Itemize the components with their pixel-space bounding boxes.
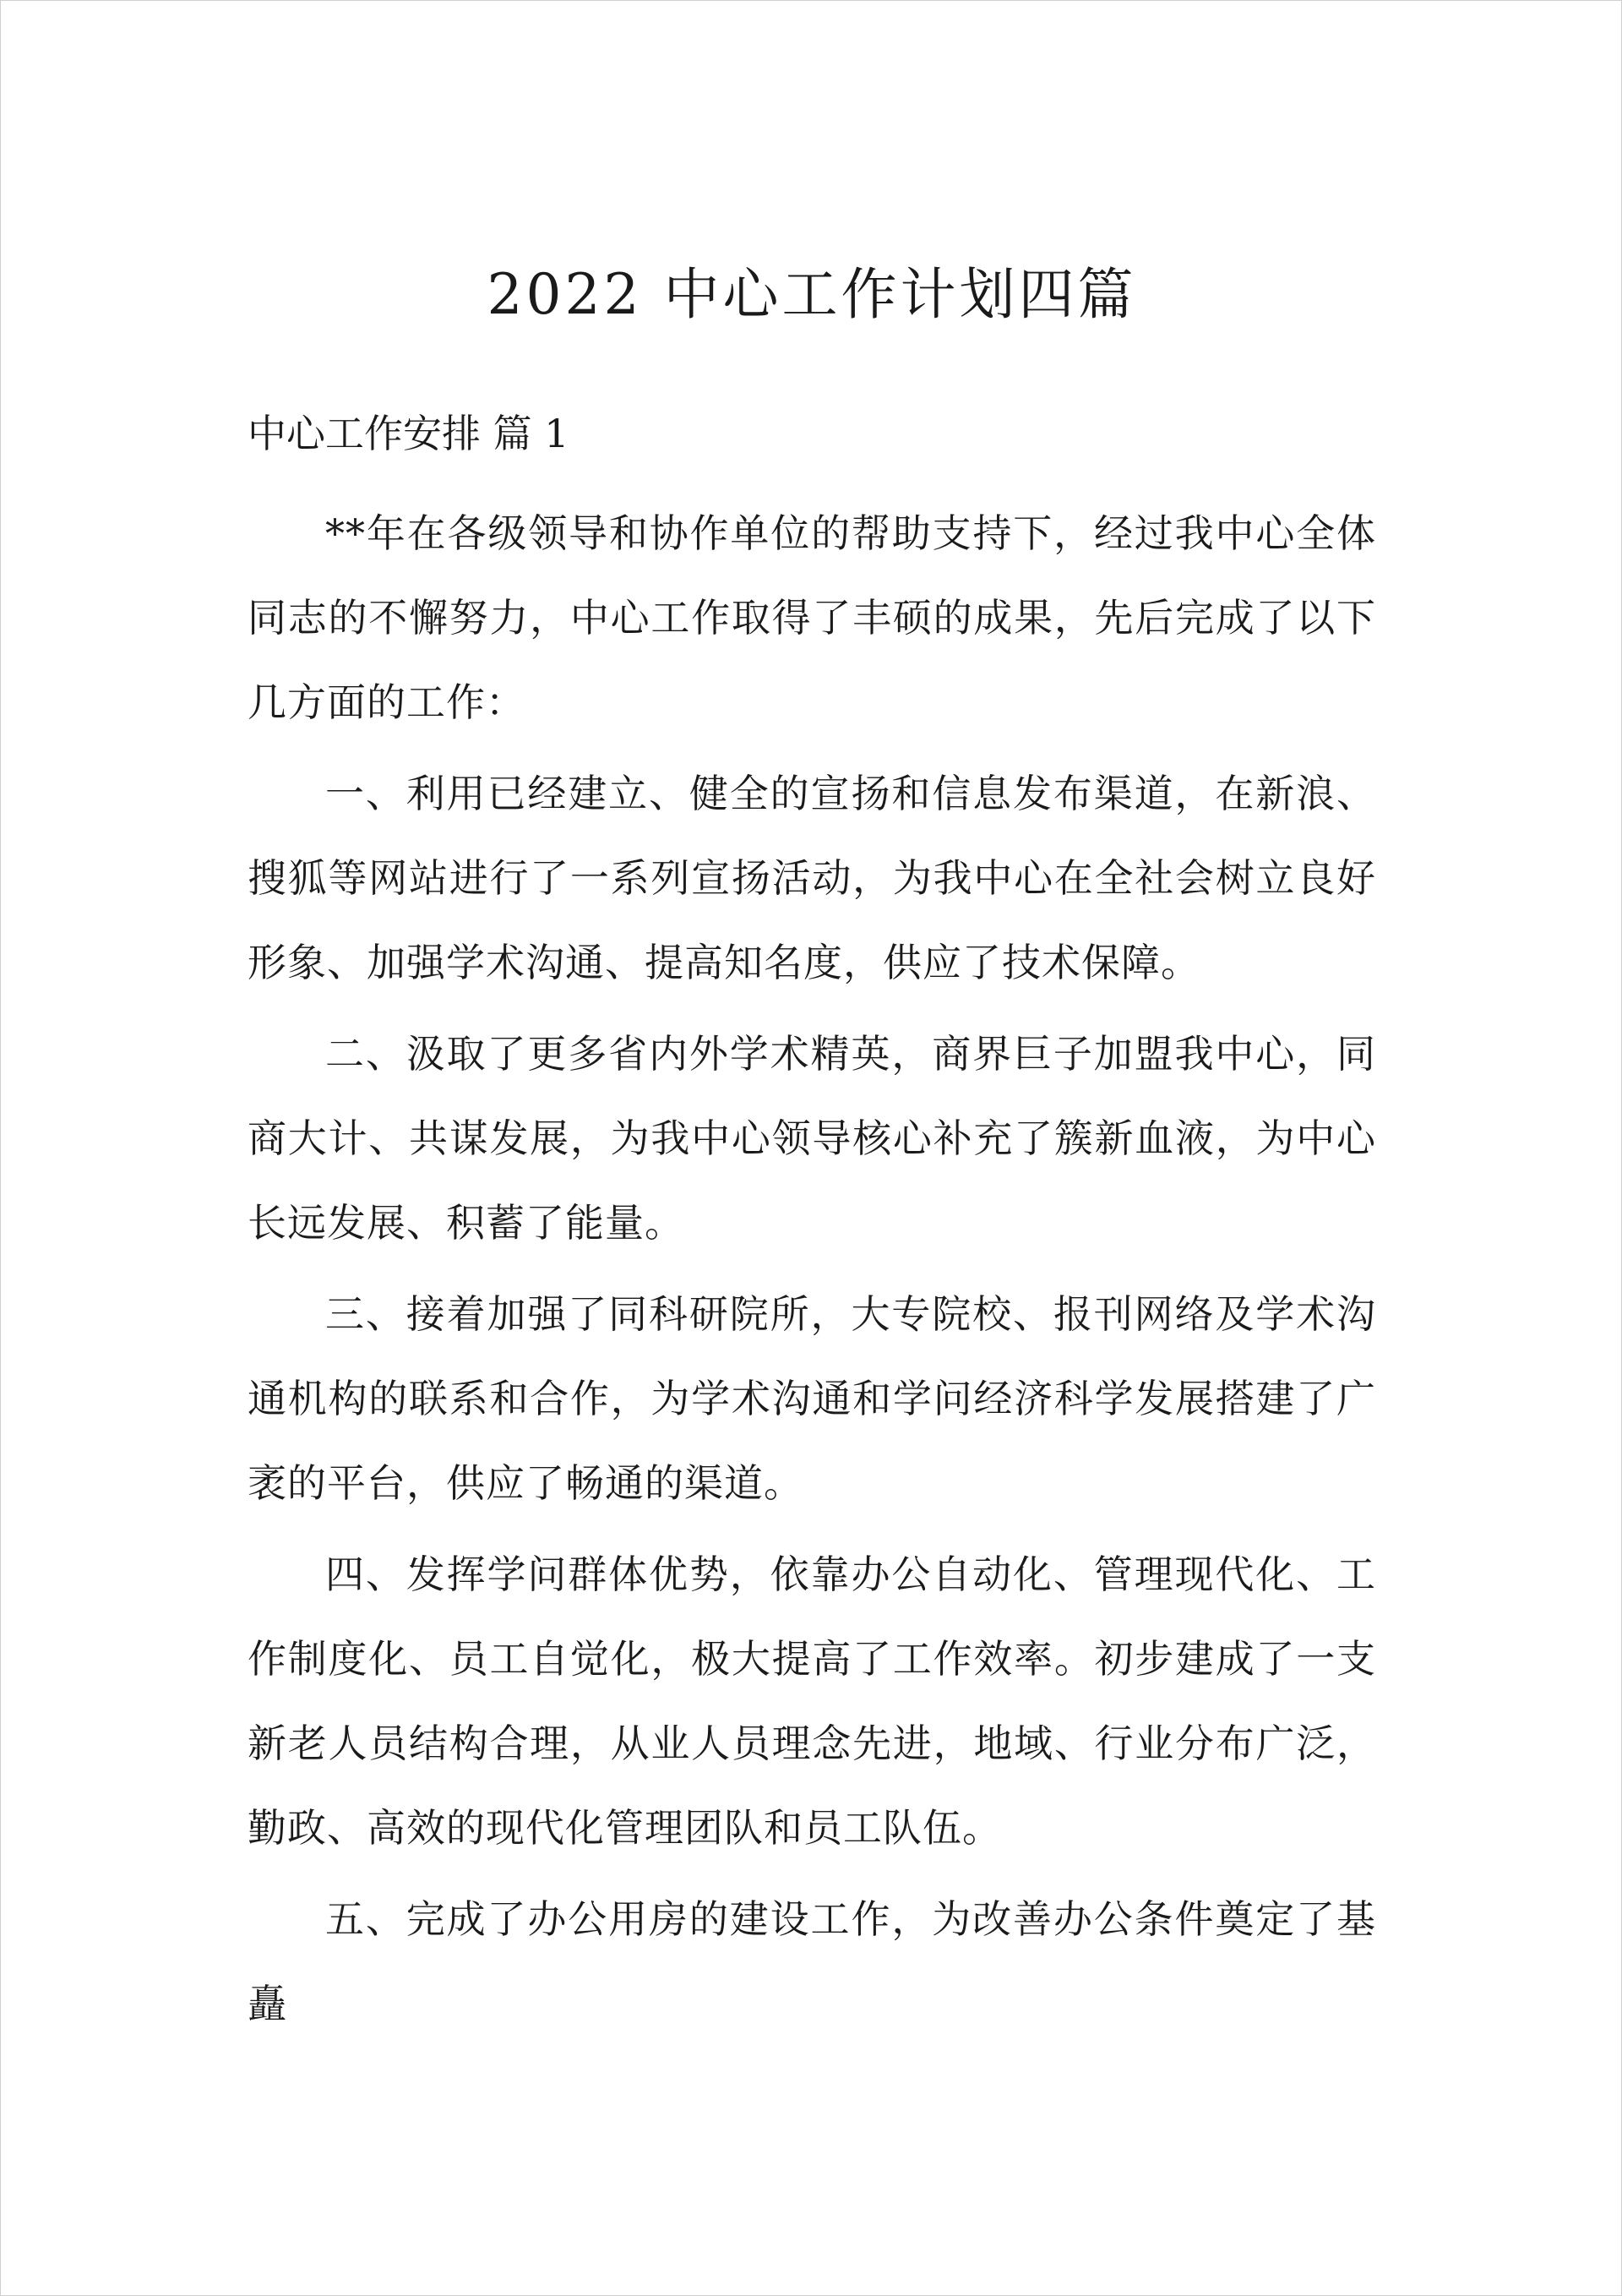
paragraph-item-4: 四、发挥学问群体优势，依靠办公自动化、管理现代化、工作制度化、员工自觉化，极大提高了工作效率。初步建成了一支新老人员结构合理，从业人员理念先进，地域、行业分布广泛，勤政、高效的现代化管理团队和员工队伍。 xyxy=(248,1552,1376,1851)
section-heading: 中心工作安排 篇 1 xyxy=(248,411,569,456)
paragraph-intro: **年在各级领导和协作单位的帮助支持下，经过我中心全体同志的不懈努力，中心工作取得了丰硕的成果，先后完成了以下几方面的工作： xyxy=(248,510,1376,725)
paragraph-item-2: 二、汲取了更多省内外学术精英，商界巨子加盟我中心，同商大计、共谋发展，为我中心领导核心补充了簇新血液，为中心长远发展、积蓄了能量。 xyxy=(248,1031,1376,1246)
document-title: 2022 中心工作计划四篇 xyxy=(487,262,1137,327)
paragraph-item-1: 一、利用已经建立、健全的宣扬和信息发布渠道，在新浪、搜狐等网站进行了一系列宣扬活动，为我中心在全社会树立良好形象、加强学术沟通、提高知名度，供应了技术保障。 xyxy=(248,771,1376,985)
paragraph-item-3: 三、接着加强了同科研院所，大专院校、报刊网络及学术沟通机构的联系和合作，为学术沟通和学问经济科学发展搭建了广袤的平台，供应了畅通的渠道。 xyxy=(248,1291,1376,1506)
body-text xyxy=(248,491,1376,2053)
paragraph-item-5: 五、完成了办公用房的建设工作，为改善办公条件奠定了基矗 xyxy=(248,1896,1376,2026)
